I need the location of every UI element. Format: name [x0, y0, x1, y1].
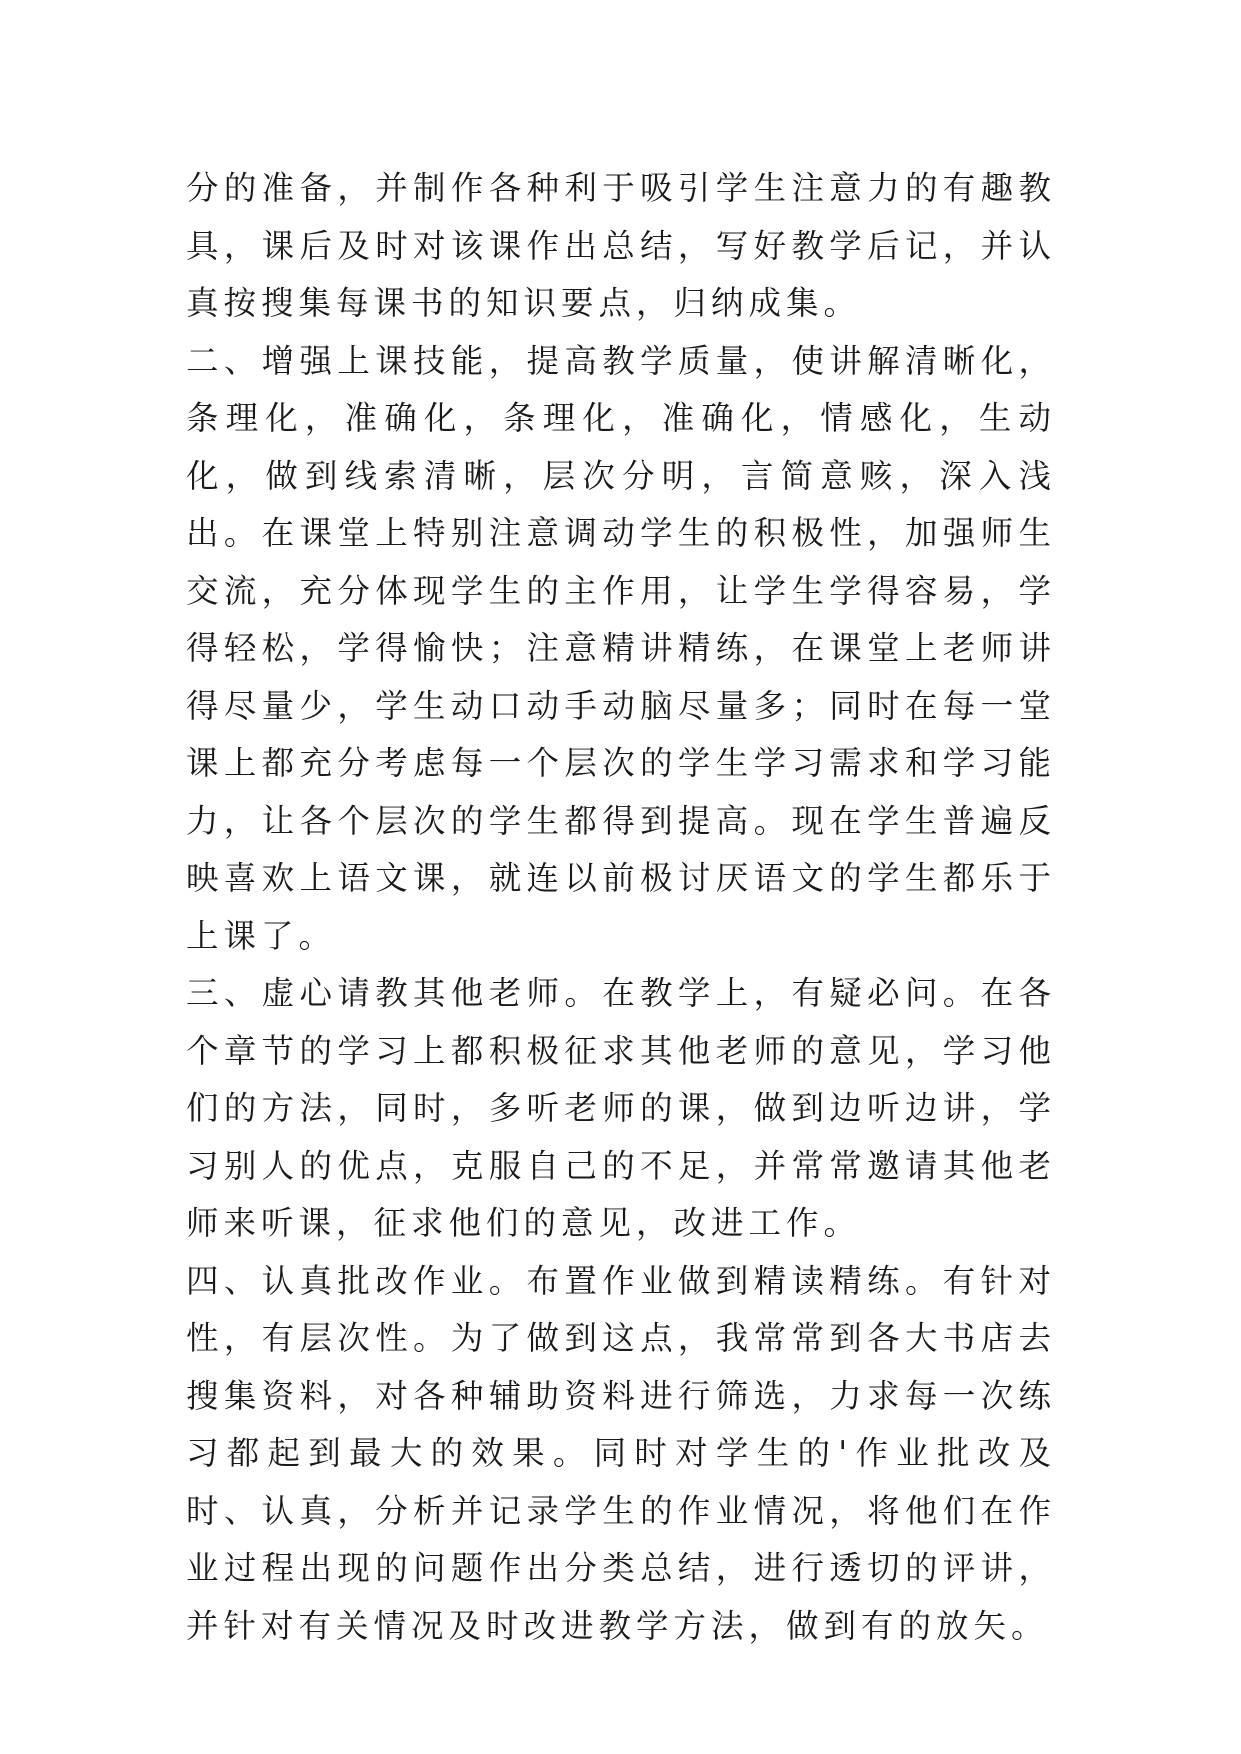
- paragraph-section-4: 四、认真批改作业。布置作业做到精读精练。有针对性，有层次性。为了做到这点，我常常到各大书店去搜集资料，对各种辅助资料进行筛选，力求每一次练习都起到最大的效果。同时对学生的'作业批改及时、认真，分析并记录学生的作业情况，将他们在作业过程出现的问题作出分类总结，进行透切的评讲，并针对有关情况及时改进教学方法，做到有的放矢。: [186, 1261, 1056, 1645]
- document-body: [186, 160, 1056, 1655]
- paragraph-continuation: 分的准备，并制作各种利于吸引学生注意力的有趣教具，课后及时对该课作出总结，写好教学后记，并认真按搜集每课书的知识要点，归纳成集。: [186, 169, 1056, 322]
- paragraph-section-3: 三、虚心请教其他老师。在教学上，有疑必问。在各个章节的学习上都积极征求其他老师的意见，学习他们的方法，同时，多听老师的课，做到边听边讲，学习别人的优点，克服自己的不足，并常常邀请其他老师来听课，征求他们的意见，改进工作。: [186, 974, 1056, 1242]
- paragraph-section-2: 二、增强上课技能，提高教学质量，使讲解清晰化，条理化，准确化，条理化，准确化，情感化，生动化，做到线索清晰，层次分明，言简意赅，深入浅出。在课堂上特别注意调动学生的积极性，加强师生交流，充分体现学生的主作用，让学生学得容易，学得轻松，学得愉快；注意精讲精练，在课堂上老师讲得尽量少，学生动口动手动脑尽量多；同时在每一堂课上都充分考虑每一个层次的学生学习需求和学习能力，让各个层次的学生都得到提高。现在学生普遍反映喜欢上语文课，就连以前极讨厌语文的学生都乐于上课了。: [186, 341, 1056, 955]
